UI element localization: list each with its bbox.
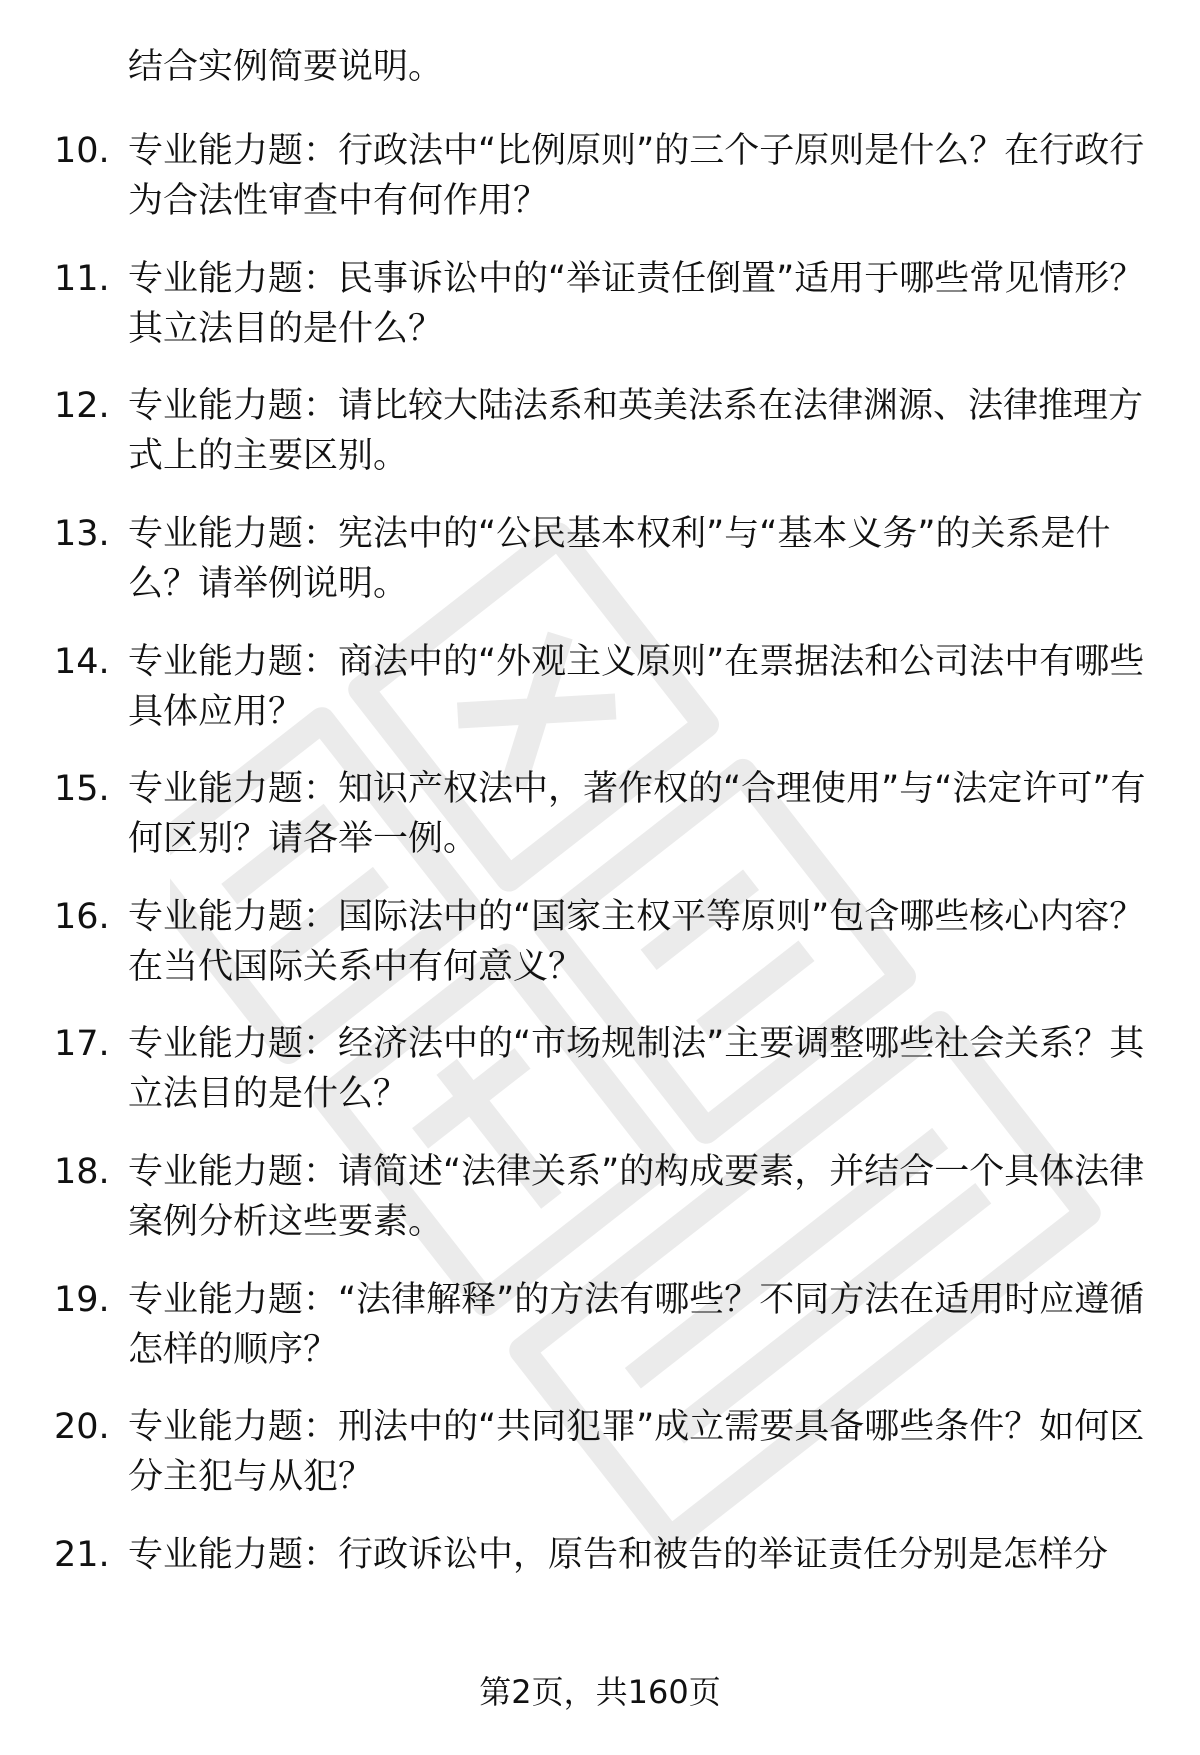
question-number: 12. [54,386,110,426]
question-number: 21. [54,1535,110,1575]
question-number: 11. [54,259,110,299]
question-number: 19. [54,1280,110,1320]
question-text: 专业能力题：经济法中的“市场规制法”主要调整哪些社会关系？其立法目的是什么？ [128,1024,1145,1114]
question-number: 15. [54,769,110,809]
question-number: 18. [54,1152,110,1192]
question-number: 14. [54,642,110,682]
question-text: 专业能力题：知识产权法中，著作权的“合理使用”与“法定许可”有何区别？请各举一例。 [128,769,1146,859]
question-number: 17. [54,1024,110,1064]
question-text: 专业能力题：行政诉讼中，原告和被告的举证责任分别是怎样分 [128,1535,1109,1575]
question-number: 16. [54,897,110,937]
question-text: 专业能力题：商法中的“外观主义原则”在票据法和公司法中有哪些具体应用？ [128,642,1145,732]
question-text: 专业能力题：刑法中的“共同犯罪”成立需要具备哪些条件？如何区分主犯与从犯？ [128,1407,1145,1497]
question-number: 20. [54,1407,110,1447]
question-text: 专业能力题：行政法中“比例原则”的三个子原则是什么？在行政行为合法性审查中有何作用？ [128,131,1145,221]
page-footer: 第2页，共160页 [479,1673,721,1711]
question-text: 专业能力题：宪法中的“公民基本权利”与“基本义务”的关系是什么？请举例说明。 [128,514,1111,604]
question-text: 专业能力题：民事诉讼中的“举证责任倒置”适用于哪些常见情形？其立法目的是什么？ [128,259,1145,349]
question-text: 专业能力题：“法律解释”的方法有哪些？不同方法在适用时应遵循怎样的顺序？ [128,1280,1145,1370]
question-text: 专业能力题：国际法中的“国家主权平等原则”包含哪些核心内容？在当代国际关系中有何意义？ [128,897,1145,987]
question-text: 专业能力题：请简述“法律关系”的构成要素，并结合一个具体法律案例分析这些要素。 [128,1152,1145,1242]
question-number: 13. [54,514,110,554]
question-number: 10. [54,131,110,171]
continuation-text: 结合实例简要说明。 [128,47,444,87]
question-text: 专业能力题：请比较大陆法系和英美法系在法律渊源、法律推理方式上的主要区别。 [128,386,1144,476]
